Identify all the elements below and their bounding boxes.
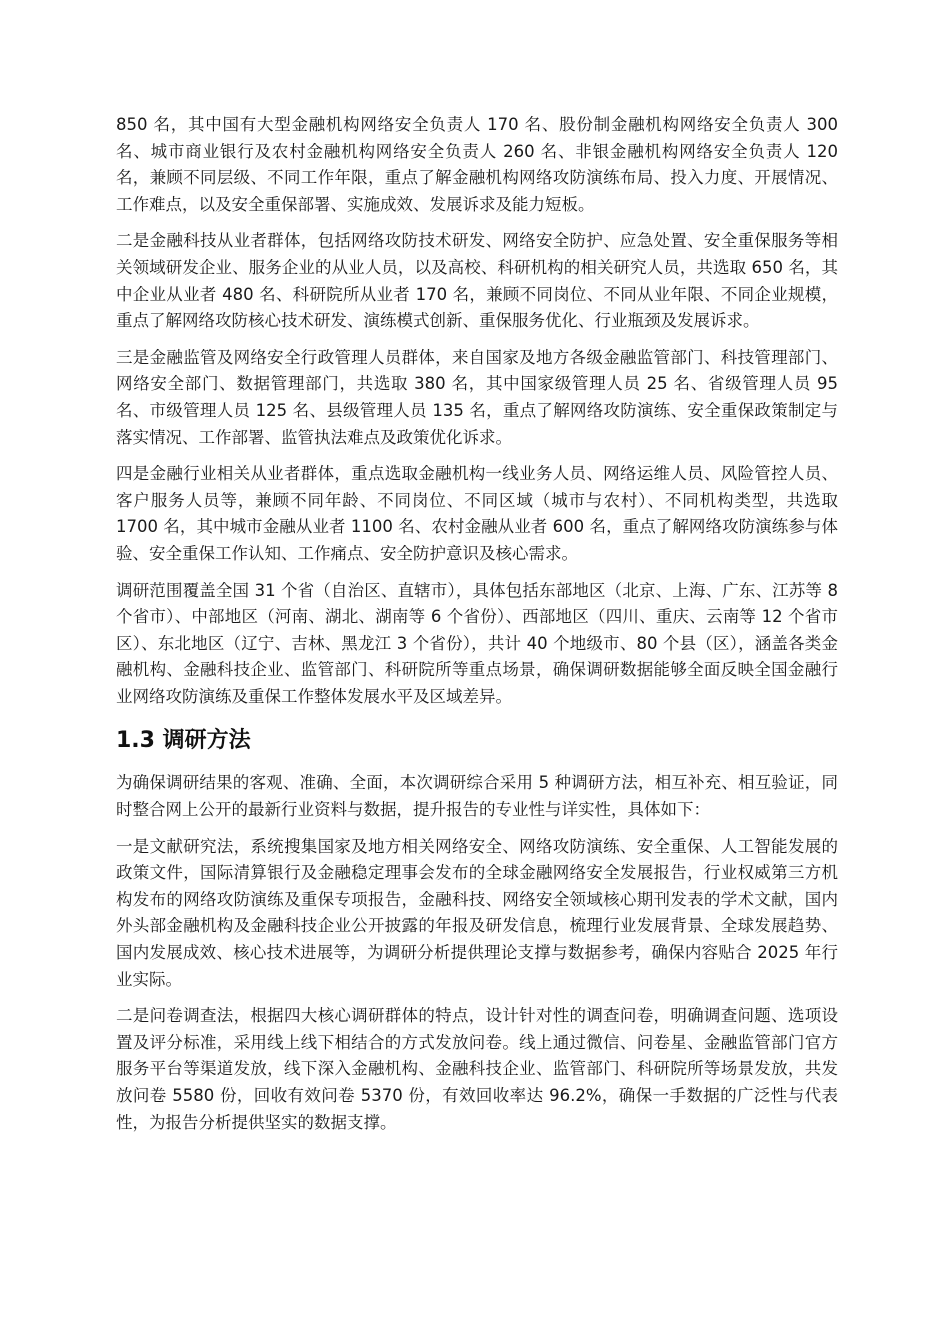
paragraph-regulators: 三是金融监管及网络安全行政管理人员群体，来自国家及地方各级金融监管部门、科技管理部门、网络安全部门、数据管理部门，共选取 380 名，其中国家级管理人员 25 名、省级管理人员 95 名、市级管理人员 125 名、县级管理人员 135 名，重点了解网络攻防演练、安全重保政策制定与落实情况、工作部署、监管执法难点及政策优化诉求。 <box>116 347 838 447</box>
paragraph-respondents-institutions: 850 名，其中国有大型金融机构网络安全负责人 170 名、股份制金融机构网络安全负责人 300 名、城市商业银行及农村金融机构网络安全负责人 260 名、非银金融机构网络安全负责人 120 名，兼顾不同层级、不同工作年限，重点了解金融机构网络攻防演练布局、投入力度、开展情况、工作难点，以及安全重保部署、实施成效、发展诉求及能力短板。 <box>116 115 838 214</box>
paragraph-literature-research: 一是文献研究法，系统搜集国家及地方相关网络安全、网络攻防演练、安全重保、人工智能发展的政策文件，国际清算银行及金融稳定理事会发布的全球金融网络安全发展报告，行业权威第三方机构发布的网络攻防演练及重保专项报告，金融科技、网络安全领域核心期刊发表的学术文献，国内外头部金融机构及金融科技企业公开披露的年报及研发信息，梳理行业发展背景、全球发展趋势、国内发展成效、核心技术进展等，为调研分析提供理论支撑与数据参考，确保内容贴合 2025 年行业实际。 <box>116 836 838 989</box>
section-heading-research-methods: 1.3 调研方法 <box>116 728 251 754</box>
paragraph-fintech-practitioners: 二是金融科技从业者群体，包括网络攻防技术研发、网络安全防护、应急处置、安全重保服务等相关领域研发企业、服务企业的从业人员，以及高校、科研机构的相关研究人员，共选取 650 名，其中企业从业者 480 名、科研院所从业者 170 名，兼顾不同岗位、不同从业年限、不同企业规模，重点了解网络攻防核心技术研发、演练模式创新、重保服务优化、行业瓶颈及发展诉求。 <box>116 231 838 331</box>
paragraph-survey-scope: 调研范围覆盖全国 31 个省（自治区、直辖市），具体包括东部地区（北京、上海、广东、江苏等 8 个省市）、中部地区（河南、湖北、湖南等 6 个省份）、西部地区（四川、重庆、云南等 12 个省市区）、东北地区（辽宁、吉林、黑龙江 3 个省份），共计 40 个地级市、80 个县（区），涵盖各类金融机构、金融科技企业、监管部门、科研院所等重点场景，确保调研数据能够全面反映全国金融行业网络攻防演练及重保工作整体发展水平及区域差异。 <box>116 580 838 706</box>
document-body <box>116 112 838 1146</box>
paragraph-industry-practitioners: 四是金融行业相关从业者群体，重点选取金融机构一线业务人员、网络运维人员、风险管控人员、客户服务人员等，兼顾不同年龄、不同岗位、不同区域（城市与农村）、不同机构类型，共选取 1700 名，其中城市金融从业者 1100 名、农村金融从业者 600 名，重点了解网络攻防演练参与体验、安全重保工作认知、工作痛点、安全防护意识及核心需求。 <box>116 464 838 563</box>
paragraph-questionnaire-survey: 二是问卷调查法，根据四大核心调研群体的特点，设计针对性的调查问卷，明确调查问题、选项设置及评分标准，采用线上线下相结合的方式发放问卷。线上通过微信、问卷星、金融监管部门官方服务平台等渠道发放，线下深入金融机构、金融科技企业、监管部门、科研院所等场景发放，共发放问卷 5580 份，回收有效问卷 5370 份，有效回收率达 96.2%，确保一手数据的广泛性与代表性，为报告分析提供坚实的数据支撑。 <box>116 1006 838 1132</box>
paragraph-methods-intro: 为确保调研结果的客观、准确、全面，本次调研综合采用 5 种调研方法，相互补充、相互验证，同时整合网上公开的最新行业资料与数据，提升报告的专业性与详实性，具体如下： <box>116 773 838 820</box>
